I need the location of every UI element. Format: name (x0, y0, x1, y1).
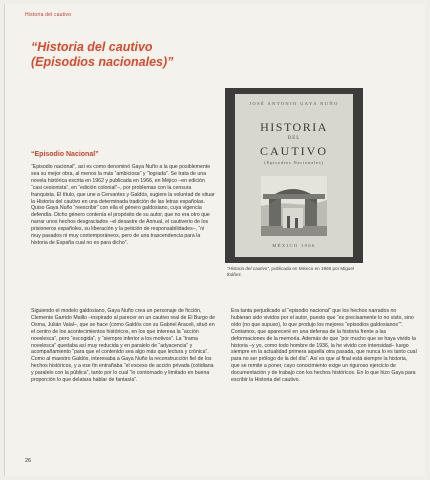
book-cover-publisher-year: MÉXICO 1966 (272, 243, 316, 248)
book-cover-title: HISTORIA (260, 120, 328, 134)
caption-work-title: “Historia del cautivo” (227, 266, 269, 271)
paragraph: “Episodio nacional”, así es como denominó Gaya Nuño a la que posiblemente sea su mejor obra, al menos la más “ambiciosa” y “lograda”. Se trata de una novela histórica escrita en 1962 y publicada en 1966, en Méjico –en edición “casi cesionista”, en “edición colonial”–, por problemas con la censura franquista. El título, que une a Cervantes y Galdós, sugiere la voluntad de situar la Historia del cautivo en una determinada tradición de las letras españolas. Quiso Gaya Nuño “reescribir” con ella el género galdosiano, cuya vigencia defendía. Dicho género contenía el propósito de su autor, que no era otro que narrar unos hechos desgraciados –el desastre de Annual, el cautiverio de los prisioneros españoles, su liberación y la petición de responsabilidades–, “ni muy pasados ni muy contemporáneos, pero de una trascendencia para la historia de España cual no es para dicho”. (31, 164, 215, 246)
text-column-3 (231, 308, 417, 390)
book-cover-photo (225, 88, 363, 263)
text-column-1 (31, 164, 215, 253)
book-cover-title-del: DEL (287, 136, 301, 141)
photo-caption (227, 266, 367, 277)
arch-illustration (261, 176, 327, 236)
text-column-2 (31, 308, 216, 390)
book-cover-subtitle: (Episodios Nacionales) (264, 160, 324, 165)
book-cover-author: JOSÉ ANTONIO GAYA NUÑO (249, 101, 339, 106)
section-heading: “Episodio Nacional” (31, 151, 99, 158)
paragraph: Era tanta perjudicado al “episodio nacional” que los hechos narrados no hubieran sido vividos por el autor, puesto que “es precisamente lo no visto, sino oído (no que supuso), lo que produjo los mejores “episodios galdosianos””. Contamos, que apareceré en una defensa de la historia frente a las deformaciones de la memoria. Además de que “por mucho que se haya vivido la historia –y yo, como todo hombre de 1936, la he vivido con intensidad– luego siempre en la actualidad primera aquella otra pasada, que nunca lo es tanto cual para no ser prólogo de la del día”. Así es que al final está siempre la historia, que se remite a poner, cayo conocimiento exige un riguroso ejercicio de documentación y de trabajo con los hechos históricos. En lo que hizo Gaya para escribir la Historia del cautivo. (231, 308, 417, 384)
page-title-line-2: (Episodios nacionales)” (31, 55, 174, 69)
caption-text: , publicada en México en 1966 por Miguel Ibáñez. (227, 266, 354, 277)
page-title-line-1: “Historia del cautivo (31, 40, 153, 54)
paragraph: Siguiendo el modelo galdosiano, Gaya Nuño crea un personaje de ficción, Clemente Garrido Maillo –inspirado al parecer en un cautivo real de El Burgo de Osma, Julián Valal–, que se hace (como Galdós con su Gabriel Araceli, situó en el centro de los acontecimientos históricos, en los que interesa la “acción novelesca”, pero “escogida”, y “siempre inferior a los motivos”. La “trama novelesca” quedaba así muy reducida y en paralelo de “adyacencia” y acompañamiento “para que el contenido sea algo más que lectura y crónica”. Como al maestro Galdós, interesaba a Gaya Nuño la reconstrucción fiel de los hechos históricos, y a ese fin entrañaba “el exceso de acción privada (cotidiana y paralelo con la pública”, tanto por lo cual “lo contornado y limitado en buena proporción lo que delatara hablar de fantasía”. (31, 308, 215, 384)
page-title (31, 40, 231, 70)
running-head: Historia del cautivo (25, 12, 72, 18)
page-number: 26 (25, 458, 32, 464)
book-cover-title-cautivo: CAUTIVO (260, 144, 328, 158)
page (4, 4, 425, 476)
book-cover (235, 94, 353, 257)
